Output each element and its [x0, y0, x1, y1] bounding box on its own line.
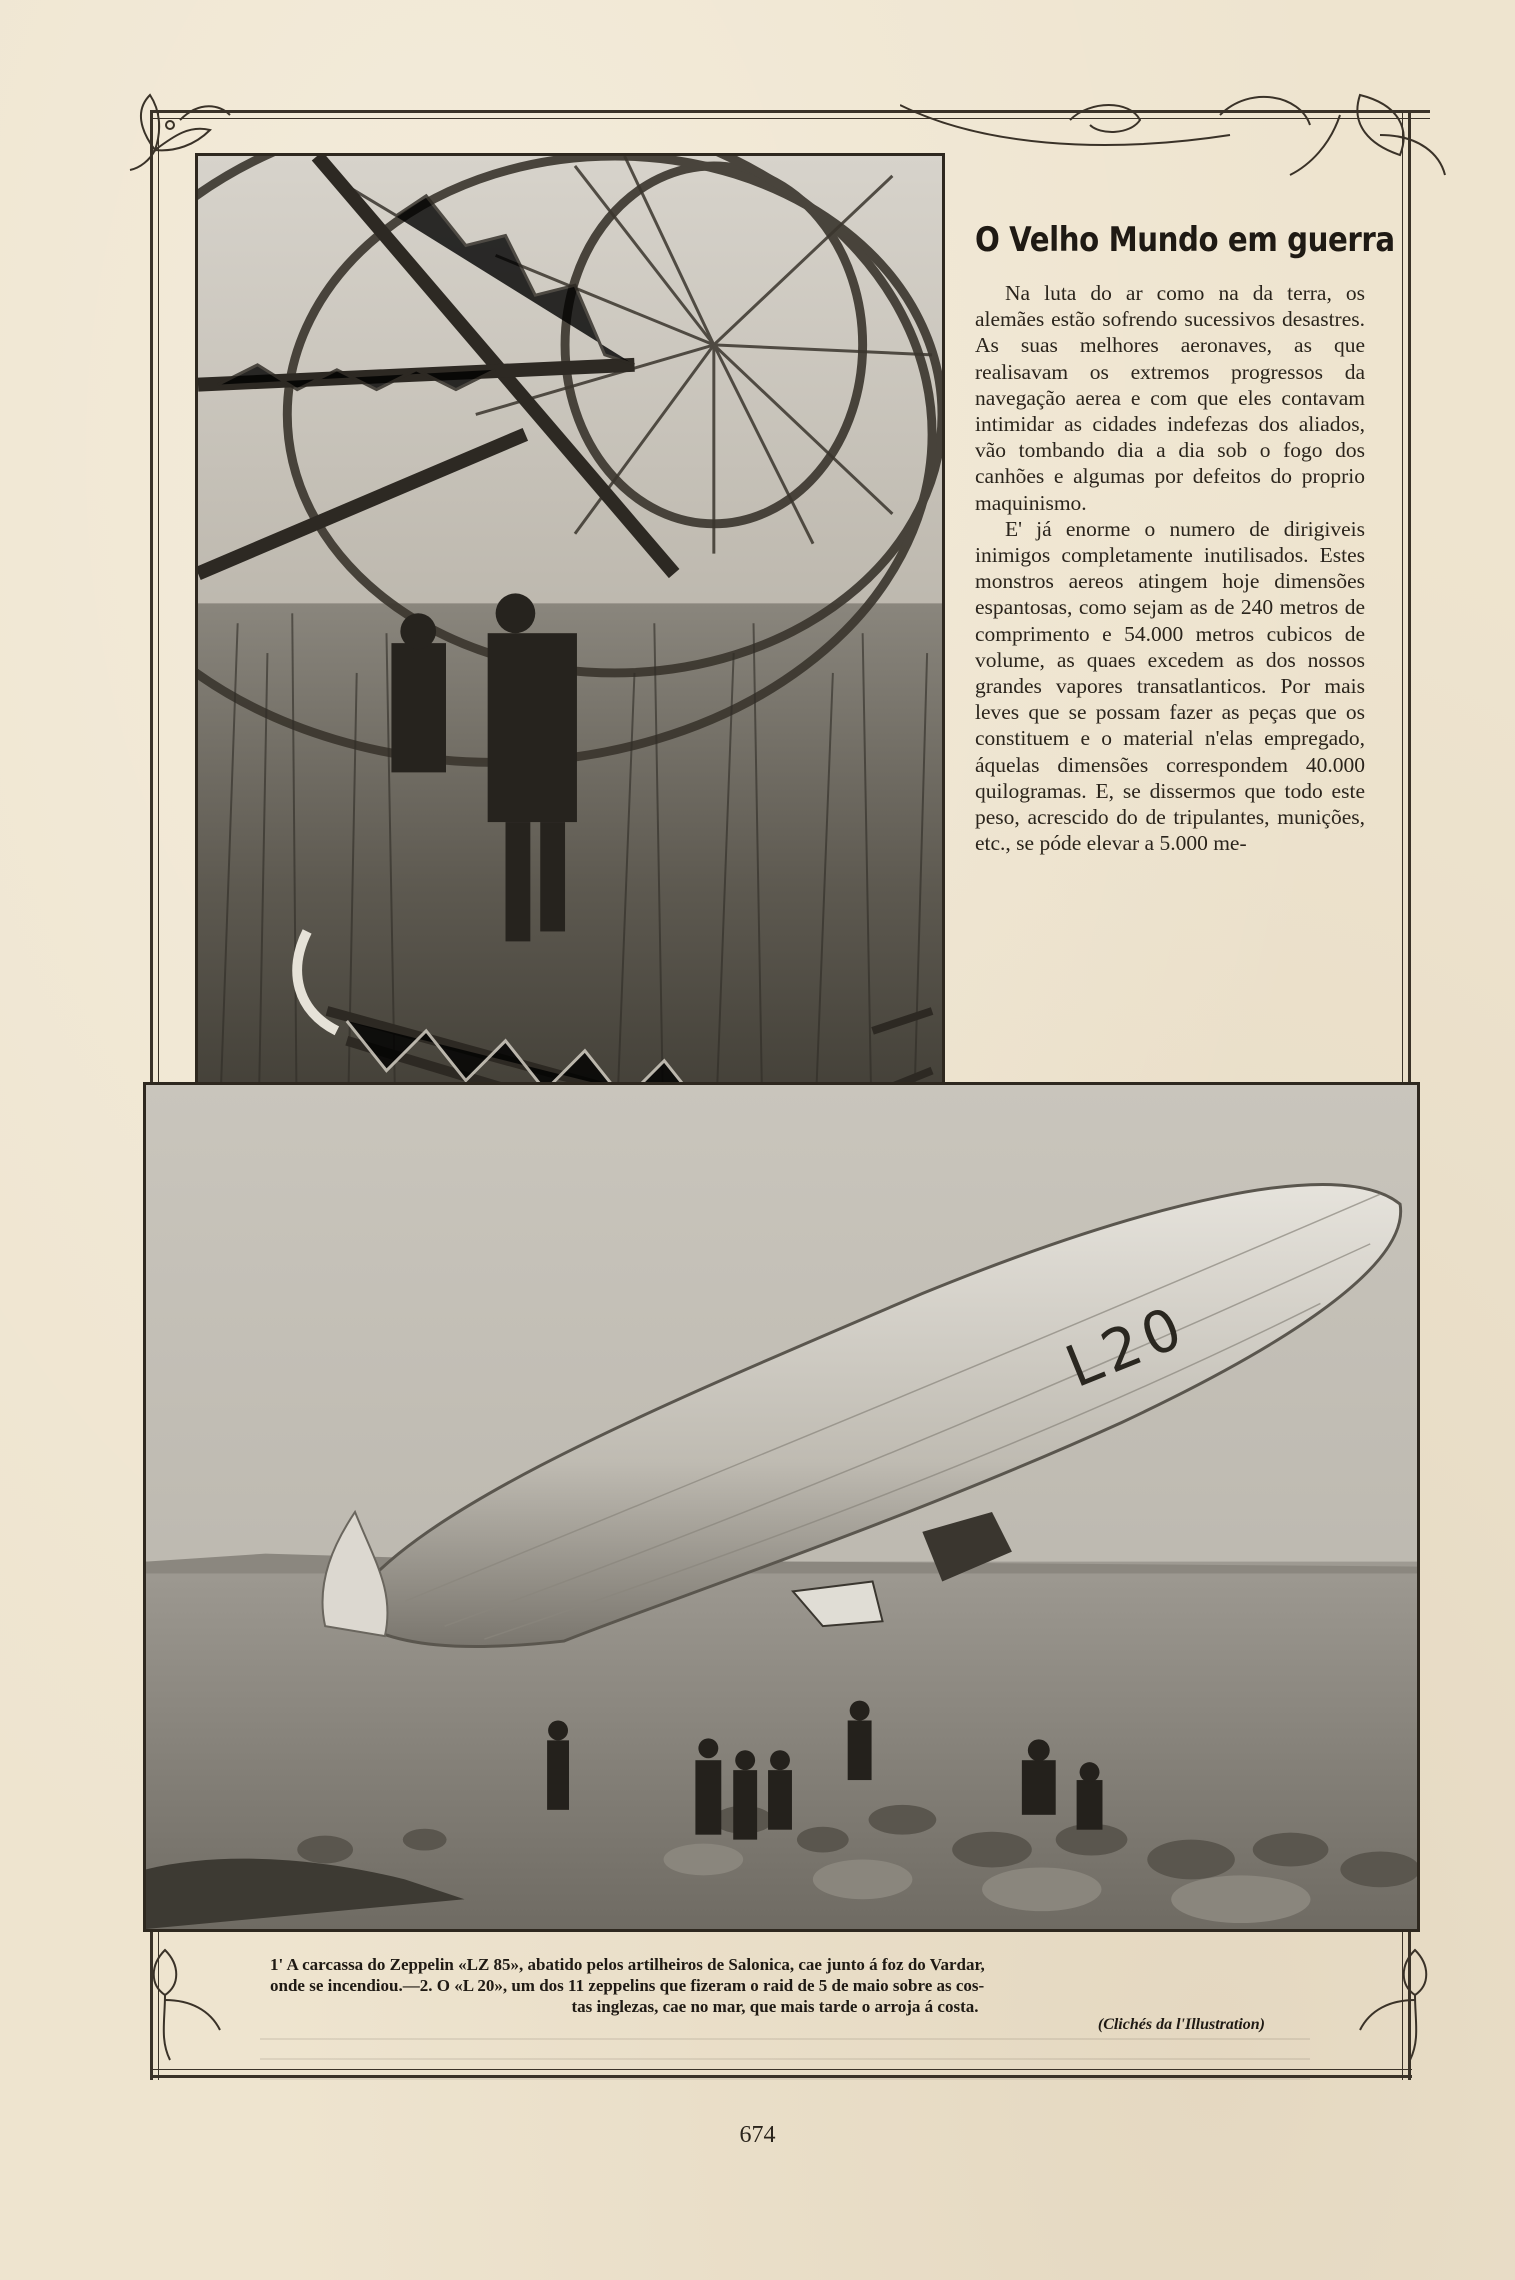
caption-line-3: tas inglezas, cae no mar, que mais tarde o arroja á costa.	[571, 1997, 979, 2016]
l20-airship-photo	[143, 1082, 1420, 1932]
caption-line-2: onde se incendiou.—2. O «L 20», um dos 11 zeppelins que fizeram o raid de 5 de maio sobre as cos-	[270, 1976, 985, 1995]
photo-credit: (Clichés da l'Illustration)	[1097, 2016, 1265, 2033]
l20-airship-illustration	[146, 1085, 1417, 1929]
caption-line-1: 1' A carcassa do Zeppelin «LZ 85», abatido pelos artilheiros de Salonica, cae junto á foz do Vardar,	[270, 1955, 985, 1974]
airship-marking: L20	[1056, 1291, 1197, 1401]
page-number: 674	[739, 2122, 776, 2148]
lily-ornament-bottom-left-icon	[135, 1930, 245, 2070]
article-title: O Velho Mundo em guerra	[975, 220, 1395, 260]
article-paragraph-1: Na luta do ar como na da terra, os alemães estão sofrendo sucessivos desastres. As suas melhores aeronaves, as que realisavam os extremos progressos da navegação aerea e com que eles contavam intimidar as cidades indefezas dos aliados, vão tombando dia a dia sob o fogo dos canhões e algumas por defeitos do proprio maquinismo.	[975, 281, 1365, 515]
reverse-page-bleed-through	[260, 2038, 1310, 2098]
article-paragraph-2: E' já enorme o numero de dirigiveis inimigos completamente inutilisados. Estes monstros aereos atingem hoje dimensões espantosas, como sejam as de 240 metros de comprimento e 54.000 metros cubicos de volume, as quaes excedem as dos nossos grandes vapores transatlanticos. Por mais leves que se possam fazer as peças que os constituem e o material n'elas empregado, áquelas dimensões correspondem 40.000 quilogramas. E, se dissermos que todo este peso, acrescido do de tripulantes, munições, etc., se póde elevar a 5.000 me-	[975, 516, 1365, 856]
lily-ornament-bottom-right-icon	[1345, 1930, 1455, 2070]
zeppelin-wreck-illustration	[198, 156, 942, 1175]
zeppelin-wreck-photo	[195, 153, 945, 1178]
photo-caption	[270, 1954, 1280, 2017]
lily-ornament-top-right-icon	[900, 75, 1450, 195]
article	[975, 220, 1395, 856]
